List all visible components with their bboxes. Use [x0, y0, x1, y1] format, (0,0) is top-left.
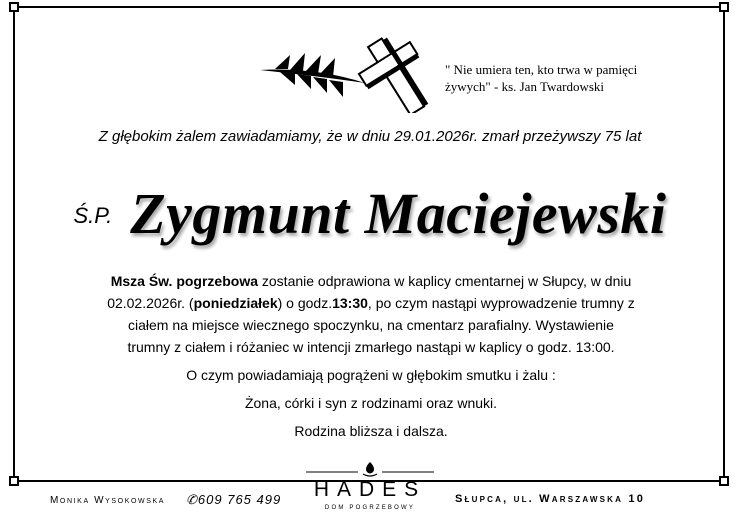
flame-icon — [300, 460, 440, 478]
quote-line: " Nie umiera ten, kto trwa w pamięci — [445, 62, 638, 77]
memorial-quote — [445, 61, 715, 95]
announcement-intro: Z głębokim żalem zawiadamiamy, że w dniu 29.01.2026r. zmarł przeżywszy 75 lat — [98, 128, 642, 145]
corner-ornament — [719, 476, 729, 486]
brand-name: HADES — [313, 478, 427, 501]
closing-line: Żona, córki i syn z rodzinami oraz wnuki. — [244, 395, 498, 411]
corner-ornament — [9, 2, 19, 12]
mass-time: 13:30 — [332, 295, 368, 311]
mass-weekday: poniedziałek — [193, 295, 278, 311]
mass-date: 02.02.2026r. ( — [107, 295, 194, 311]
mass-label: Msza Św. pogrzebowa — [110, 273, 258, 289]
sp-prefix: Ś.P. — [73, 203, 113, 228]
contact-phone — [186, 492, 281, 508]
mass-line — [65, 292, 677, 314]
deceased-heading — [0, 180, 740, 247]
corner-ornament — [719, 2, 729, 12]
quote-line: żywych" - ks. Jan Twardowski — [445, 79, 605, 94]
mass-line — [65, 270, 677, 292]
funeral-home-address: Słupca, ul. Warszawska 10 — [455, 493, 646, 505]
mass-line: trumny z ciałem i różaniec w intencji zmarłego nastąpi w kaplicy o godz. 13:00. — [127, 339, 615, 355]
footer-bar — [0, 490, 740, 514]
corner-ornament — [9, 476, 19, 486]
mass-line: ciałem na miejsce wiecznego spoczynku, na cmentarz parafialny. Wystawienie — [128, 317, 614, 333]
phone-icon: ✆ — [186, 492, 198, 507]
phone-number: 609 765 499 — [197, 492, 282, 507]
cross-with-palm-icon — [255, 25, 435, 113]
contact-name: Monika Wysokowska — [50, 495, 166, 506]
closing-line: O czym powiadamiają pogrążeni w głębokim smutku i żalu : — [186, 367, 556, 383]
mass-text: , po czym nastąpi wyprowadzenie trumny z — [367, 295, 635, 311]
mass-text: ) o godz. — [277, 295, 333, 311]
closing-line: Rodzina bliższa i dalsza. — [294, 423, 448, 439]
mass-text: zostanie odprawiona w kaplicy cmentarnej w Słupcy, w dniu — [258, 273, 632, 289]
funeral-details — [65, 270, 677, 442]
brand-subtitle: DOM POGRZEBOWY — [324, 505, 416, 511]
deceased-name: Zygmunt Maciejewski — [130, 181, 667, 246]
